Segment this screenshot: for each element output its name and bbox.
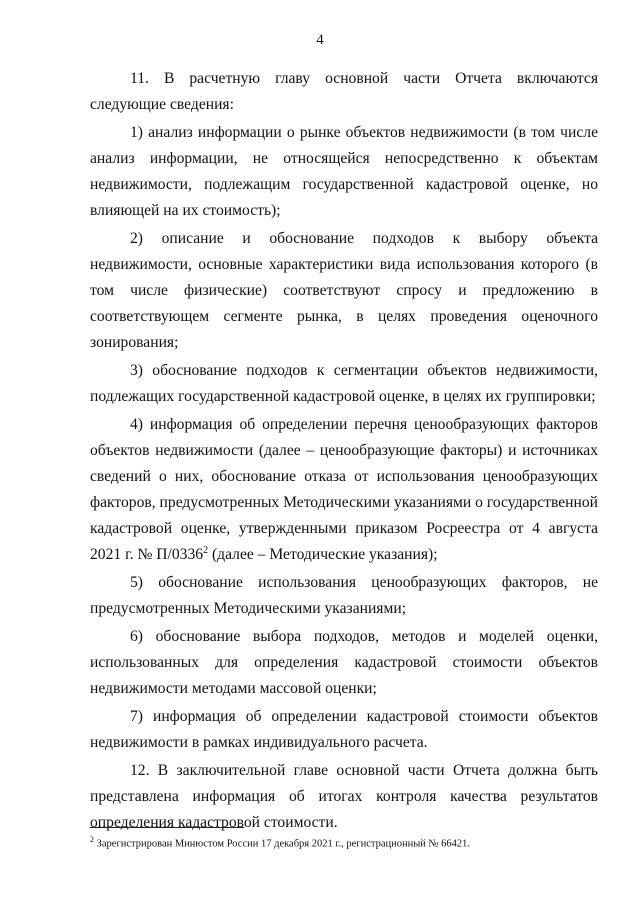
document-body [90,66,598,838]
list-item-1: 1) анализ информации о рынке объектов недвижимости (в том числе анализ информации, не относящейся непосредственно к объектам недвижимости, подлежащим государственной кадастровой оценке, но влияющей на их стоимость); [90,124,598,219]
paragraph-11: 11. В расчетную главу основной части Отчета включаются следующие сведения: [90,70,598,113]
list-item-4 [90,412,598,568]
footnote-marker: 2 [90,835,94,844]
list-item-4-text: 4) информация об определении перечня ценообразующих факторов объектов недвижимости (далее – ценообразующие факторы) и источниках сведений о них, обоснование отказа от использования ценообразующих факторов, предусмотренных Методическими указаниями о государственной кадастровой оценке, утвержденными приказом Росреестра от 4 августа 2021 г. № П/0336 [90,416,598,563]
list-item-6: 6) обоснование выбора подходов, методов и моделей оценки, использованных для определения кадастровой стоимости объектов недвижимости методами массовой оценки; [90,628,598,697]
list-item-3: 3) обоснование подходов к сегментации объектов недвижимости, подлежащих государственной кадастровой оценке, в целях их группировки; [90,362,598,405]
list-item-2: 2) описание и обоснование подходов к выбору объекта недвижимости, основные характеристики вида использования которого (в том числе физические) соответствуют спросу и предложению в соответствующем сегменте рынка, в целях проведения оценочного зонирования; [90,230,598,351]
list-item-5: 5) обоснование использования ценообразующих факторов, не предусмотренных Методическими указаниями; [90,574,598,617]
footnote-text: Зарегистрирован Минюстом России 17 декабря 2021 г., регистрационный № 66421. [94,838,471,850]
footnote-reference[interactable]: 2 [203,544,209,556]
footnote [90,833,598,852]
list-item-7: 7) информация об определении кадастровой стоимости объектов недвижимости в рамках индивидуального расчета. [90,708,598,751]
footnote-divider [90,827,244,828]
list-item-4-text-end: (далее – Методические указания); [208,546,438,563]
paragraph-12: 12. В заключительной главе основной части Отчета должна быть представлена информация об итогах контроля качества результатов определения кадастровой стоимости. [90,762,598,831]
page-number: 4 [316,32,324,48]
